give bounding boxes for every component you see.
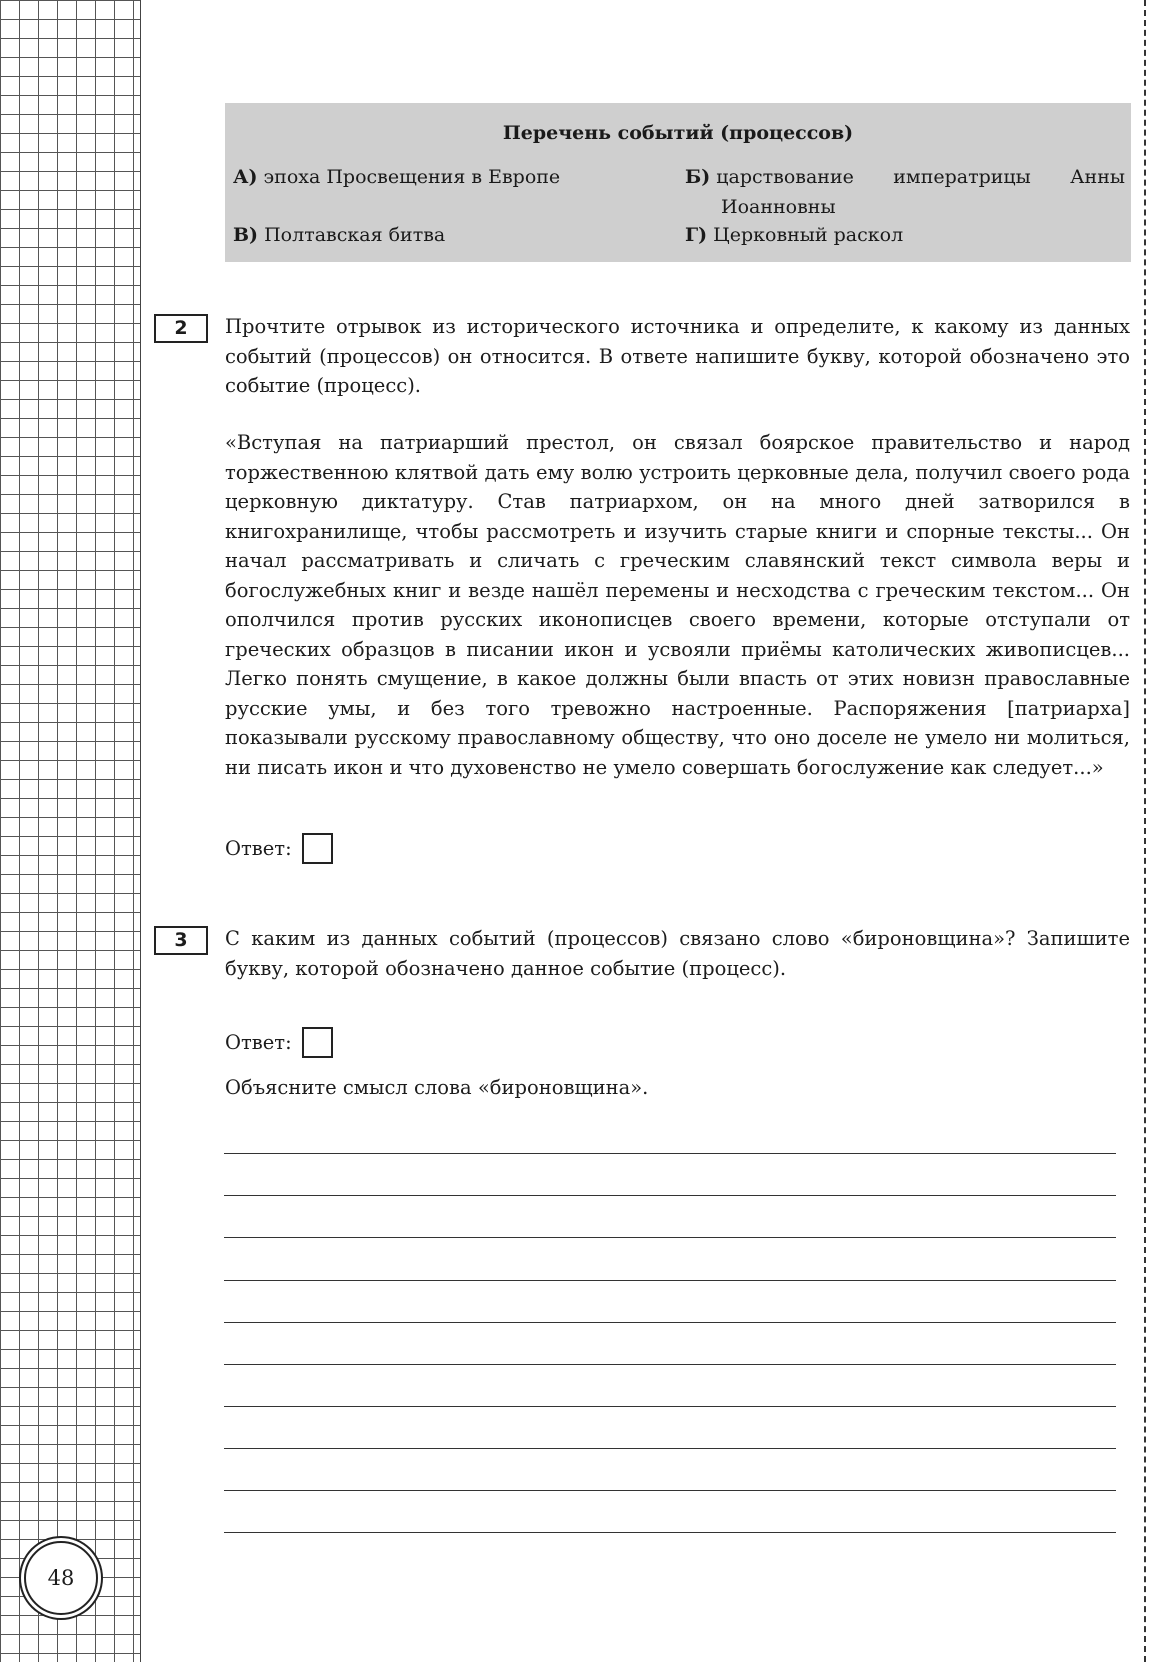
- event-item-g: Г) Церковный раскол: [685, 224, 904, 246]
- answer-write-line[interactable]: [224, 1532, 1116, 1533]
- task-3-explain-prompt: Объясните смысл слова «бироновщина».: [225, 1076, 649, 1099]
- answer-write-line[interactable]: [224, 1237, 1116, 1238]
- task-2-quote: «Вступая на патриарший престол, он связал боярское правительство и народ торжественною клятвой дать ему волю устроить церковные дела, получил своего рода церковную диктатуру. Став патриархом, он на много дней затворился в книгохранилище, чтобы рассмотреть и изучить старые книги и спорные тексты... Он начал рассматривать и сличать с греческим славянский текст символа веры и богослужебных книг и везде нашёл перемены и несходства с греческим текстом... Он ополчился против русских иконописцев своего времени, которые отступали от греческих образцов в писании икон и усвояли приёмы католических живописцев... Легко понять смущение, в какое должны были впасть от этих новизн православные русские умы, и без того тревожно настроенные. Распоряжения [патриарха] показывали русскому православному обществу, что оно доселе не умело ни молиться, ни писать икон и что духовенство не умело совершать богослужение как следует...»: [225, 431, 1130, 779]
- grid-margin: [0, 0, 141, 1662]
- task-2-answer-row: [225, 833, 333, 864]
- task-2-number: 2: [154, 314, 208, 343]
- answer-write-line[interactable]: [224, 1153, 1116, 1154]
- answer-write-line[interactable]: [224, 1364, 1116, 1365]
- task-3-answer-box[interactable]: [302, 1027, 333, 1058]
- events-list-box: [225, 103, 1131, 262]
- task-3-answer-label: Ответ:: [225, 1031, 292, 1054]
- task-2-answer-label: Ответ:: [225, 837, 292, 860]
- answer-write-line[interactable]: [224, 1195, 1116, 1196]
- cut-line: [1144, 0, 1146, 1662]
- answer-write-line[interactable]: [224, 1322, 1116, 1323]
- task-3-number: 3: [154, 926, 208, 955]
- task-3-answer-row: [225, 1027, 333, 1058]
- event-item-v: В) Полтавская битва: [233, 224, 446, 246]
- events-list-title: Перечень событий (процессов): [502, 122, 854, 144]
- task-2-prompt: Прочтите отрывок из исторического источника и определите, к какому из данных событий (процессов) он относится. В ответе напишите букву, которой обозначено это событие (процесс).: [225, 315, 1130, 397]
- answer-write-line[interactable]: [224, 1448, 1116, 1449]
- task-3-prompt: С каким из данных событий (процессов) связано слово «бироновщина»? Запишите букву, которой обозначено данное событие (процесс).: [225, 927, 1130, 980]
- event-item-b: Б) царствование императрицы Анны Иоанновны: [685, 166, 1125, 218]
- event-item-a: А) эпоха Просвещения в Европе: [233, 166, 561, 188]
- page-number: 48: [24, 1541, 98, 1615]
- answer-write-line[interactable]: [224, 1490, 1116, 1491]
- task-2-answer-box[interactable]: [302, 833, 333, 864]
- answer-write-line[interactable]: [224, 1280, 1116, 1281]
- answer-write-line[interactable]: [224, 1406, 1116, 1407]
